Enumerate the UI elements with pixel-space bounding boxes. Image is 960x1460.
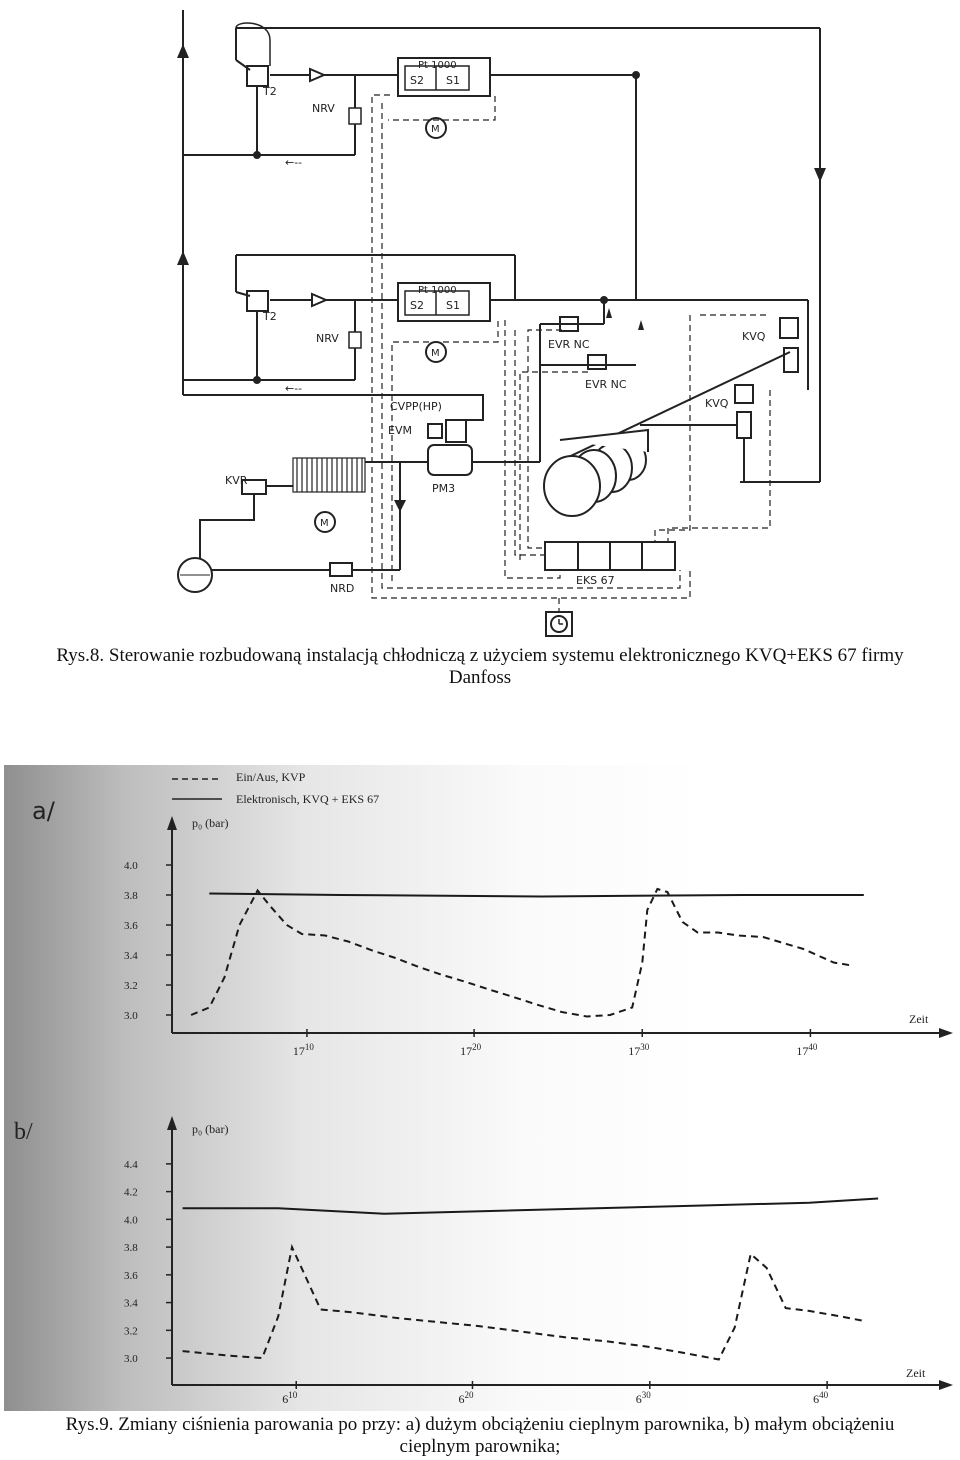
y-tick-label-b: 4.2 <box>124 1186 138 1199</box>
flow-arrow-left-2: ←‑‑ <box>285 382 303 395</box>
figure-8-caption-line1: Rys.8. Sterowanie rozbudowaną instalacją chłodniczą z użyciem systemu elektronicznego KVQ+EKS 67 firmy <box>56 645 904 666</box>
kvr-label: KVR <box>225 474 248 487</box>
pm3-label: PM3 <box>432 482 456 495</box>
series-line-a-kvq <box>209 894 864 897</box>
y-tick-label-a: 3.0 <box>124 1010 138 1022</box>
x-tick-label-b: $6^{30}$ <box>635 1390 651 1406</box>
chart-panel-a <box>124 816 953 1058</box>
t2-label-2: T2 <box>263 310 277 323</box>
legend <box>172 770 379 806</box>
flow-arrow-up-2 <box>177 251 189 265</box>
x-axis-label-b: Zeit <box>906 1366 926 1380</box>
t2-label-1: T2 <box>263 85 277 98</box>
condenser-coil <box>293 458 365 492</box>
y-tick-label-a: 4.0 <box>124 860 138 872</box>
y-axis-arrow-a <box>167 816 177 830</box>
y-axis-label-b: p₀ (bar) <box>192 1122 229 1136</box>
series-line-b-kvq <box>183 1199 879 1214</box>
evaporator-2 <box>398 283 490 321</box>
flow-arrow-right-1 <box>310 69 324 81</box>
compressor-bank <box>544 430 648 516</box>
y-tick-label-a: 3.2 <box>124 980 138 992</box>
y-tick-label-a: 3.6 <box>124 920 138 932</box>
chart-panel-b <box>124 1116 953 1406</box>
flow-arrow-left-1: ←‑‑ <box>285 156 303 169</box>
nrv-label-2: NRV <box>316 332 339 345</box>
receiver-tank <box>178 558 212 592</box>
flow-arrow-down-2 <box>394 500 406 512</box>
series-line-a-kvp <box>191 889 852 1017</box>
eks67-controller <box>545 542 675 587</box>
x-tick-label-a: $17^{30}$ <box>628 1042 650 1058</box>
fan-motor-1 <box>426 118 446 138</box>
nrv-valve-1 <box>349 108 361 124</box>
x-tick-label-a: $17^{10}$ <box>292 1042 314 1058</box>
nrd-label: NRD <box>330 582 355 595</box>
y-tick-label-b: 4.4 <box>124 1158 138 1171</box>
sensor-s2-label-2: S2 <box>410 299 424 312</box>
y-tick-label-b: 4.0 <box>124 1214 138 1227</box>
y-tick-label-b: 3.8 <box>124 1242 138 1255</box>
x-tick-label-a: $17^{40}$ <box>796 1042 818 1058</box>
figure-8-caption <box>0 645 960 689</box>
cvpp-label: CVPP(HP) <box>390 400 442 413</box>
pressure-graphs <box>4 765 956 1411</box>
motor-label-2: M <box>431 348 440 359</box>
figure-8-caption-line2: Danfoss <box>448 667 512 688</box>
flow-arrow-up-1 <box>177 44 189 58</box>
evr-nc-valve-2 <box>585 355 627 391</box>
flow-arrow-down <box>814 168 826 182</box>
eks67-label: EKS 67 <box>576 574 615 587</box>
figure-9-caption <box>0 1414 960 1458</box>
x-tick-label-b: $6^{10}$ <box>282 1390 298 1406</box>
condenser-fan <box>315 512 335 532</box>
flow-arrow-right-2 <box>312 294 326 306</box>
y-axis-label-a: p₀ (bar) <box>192 816 229 830</box>
y-tick-label-b: 3.6 <box>124 1269 138 1282</box>
kvq-valve-2 <box>705 385 753 438</box>
nrv-label-1: NRV <box>312 102 335 115</box>
y-tick-label-a: 3.8 <box>124 890 138 902</box>
sensor-s1-label-2: S1 <box>446 299 460 312</box>
kvq-label-1: KVQ <box>742 330 766 343</box>
series-line-b-kvp <box>183 1247 863 1359</box>
y-axis-arrow-b <box>167 1116 177 1130</box>
legend-dashed-label: Ein/Aus, KVP <box>236 770 306 784</box>
kvq-valve-1 <box>742 318 798 372</box>
sensor-s2-label-1: S2 <box>410 74 424 87</box>
panel-a-label: a/ <box>32 797 55 825</box>
kvr-valve <box>225 474 266 494</box>
pt1000-label-1: Pt 1000 <box>418 60 457 71</box>
evr-nc-valve-1 <box>548 317 590 351</box>
x-axis-label-a: Zeit <box>909 1012 929 1026</box>
figure-9-caption-line2: cieplnym parownika; <box>399 1436 561 1457</box>
legend-solid-label: Elektronisch, KVQ + EKS 67 <box>236 792 380 806</box>
pt1000-label-2: Pt 1000 <box>418 285 457 296</box>
evr-nc-label-2: EVR NC <box>585 378 627 391</box>
y-tick-label-b: 3.4 <box>124 1297 138 1310</box>
figure-9-caption-line1: Rys.9. Zmiany ciśnienia parowania po przy: a) dużym obciążeniu cieplnym parownika, b) małym obciążeniu <box>65 1414 895 1435</box>
evaporator-1 <box>398 58 490 96</box>
x-axis-arrow-b <box>939 1380 953 1390</box>
evr-nc-label-1: EVR NC <box>548 338 590 351</box>
refrigeration-schematic <box>170 0 850 640</box>
pressure-graphs-scan <box>4 765 956 1411</box>
x-axis-arrow-a <box>939 1028 953 1038</box>
timer-clock-icon <box>546 612 572 636</box>
panel-b-label: b/ <box>14 1119 33 1145</box>
kvq-label-2: KVQ <box>705 397 729 410</box>
x-tick-label-b: $6^{20}$ <box>458 1390 474 1406</box>
y-tick-label-b: 3.2 <box>124 1325 138 1338</box>
motor-label-1: M <box>431 124 440 135</box>
nrv-valve-2 <box>349 332 361 348</box>
nrd-valve <box>330 563 352 576</box>
evm-label: EVM <box>388 424 412 437</box>
y-tick-label-b: 3.0 <box>124 1353 138 1366</box>
x-tick-label-b: $6^{40}$ <box>813 1390 829 1406</box>
fan-motor-2 <box>426 342 446 362</box>
motor-label-3: M <box>320 518 329 529</box>
x-tick-label-a: $17^{20}$ <box>460 1042 482 1058</box>
y-tick-label-a: 3.4 <box>124 950 138 962</box>
sensor-s1-label-1: S1 <box>446 74 460 87</box>
